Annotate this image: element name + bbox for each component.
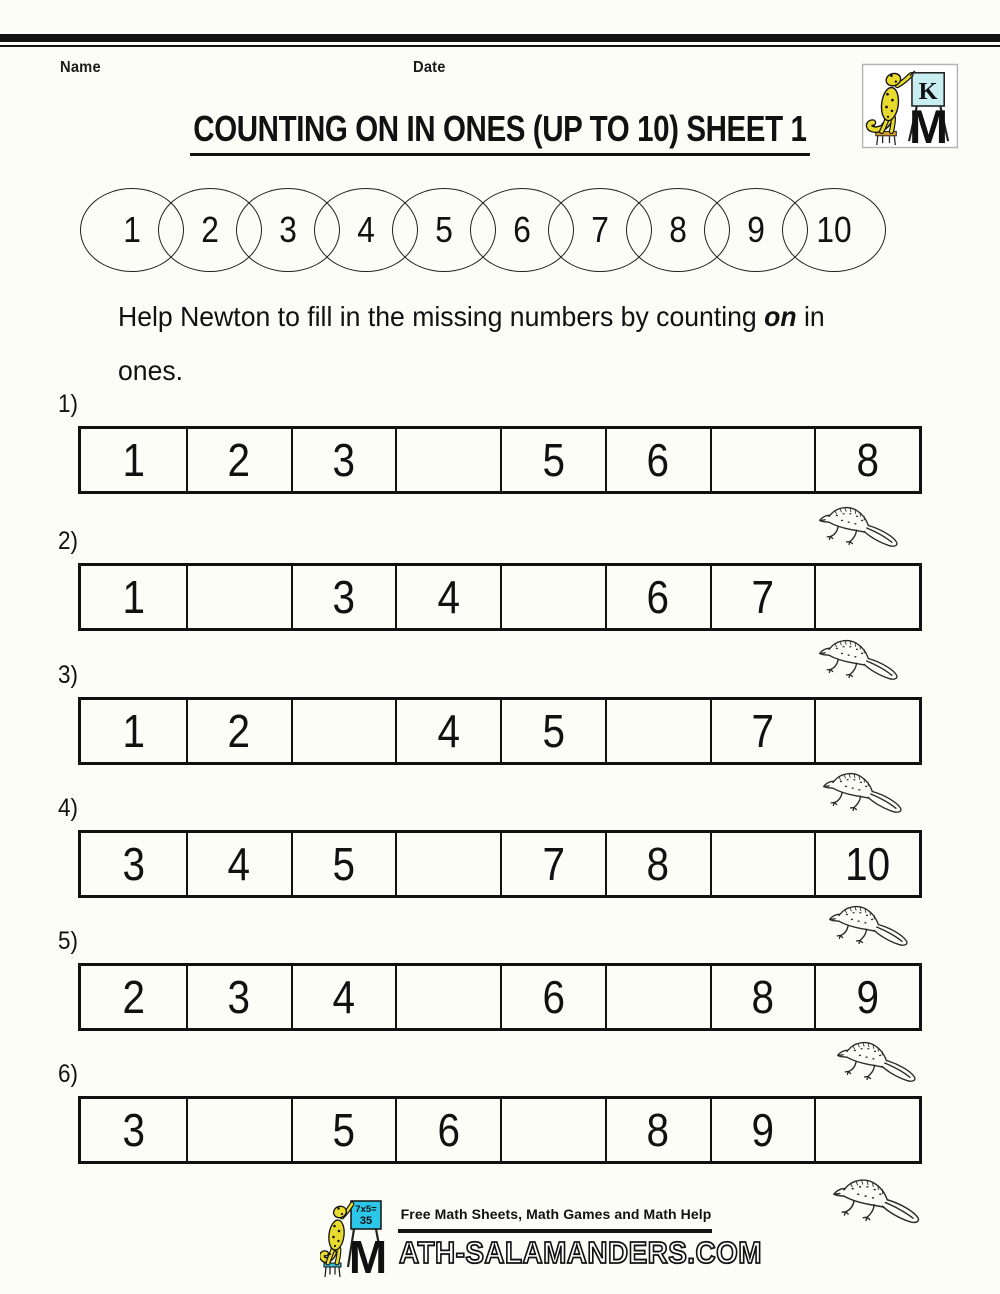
circle-number: 10 [816, 209, 852, 250]
number-strip-table [78, 1096, 922, 1164]
top-rule-thick [0, 34, 1000, 42]
cell-number: 3 [122, 1104, 145, 1156]
cell-number: 3 [332, 571, 356, 623]
answer-cell-blank [186, 566, 291, 628]
cell-number: 5 [332, 1104, 356, 1156]
answer-cell-blank [605, 700, 710, 762]
cell-number: 8 [751, 971, 775, 1023]
answer-cell [500, 429, 605, 491]
cell-number: 3 [227, 971, 251, 1023]
cell-number: 6 [437, 1104, 460, 1156]
answer-cell-blank [395, 966, 500, 1028]
problem-row-5 [58, 925, 924, 1031]
answer-cell [605, 429, 710, 491]
answer-cell [81, 833, 186, 895]
problem-number-label: 1) [58, 390, 79, 418]
answer-cell-blank [814, 1099, 919, 1161]
answer-cell [605, 833, 710, 895]
newt-icon [818, 630, 902, 682]
answer-cell [186, 700, 291, 762]
cell-number: 6 [646, 571, 670, 623]
answer-cell [814, 429, 919, 491]
answer-cell-blank [814, 566, 919, 628]
logo-letter-k: K [918, 78, 938, 106]
number-strip-table [78, 563, 922, 631]
cell-number: 7 [751, 705, 775, 757]
answer-cell-blank [814, 700, 919, 762]
name-label: Name [60, 59, 101, 76]
answer-cell-blank [710, 833, 815, 895]
answer-cell [291, 833, 396, 895]
cell-number: 5 [542, 434, 565, 486]
cell-number: 8 [856, 434, 879, 486]
circle-number: 2 [201, 209, 219, 250]
footer-tagline: Free Math Sheets, Math Games and Math Help [400, 1206, 712, 1222]
answer-cell [500, 833, 605, 895]
cell-number: 6 [542, 971, 565, 1023]
circle-number: 4 [357, 209, 375, 250]
footer-rule [398, 1229, 712, 1233]
cell-number: 9 [856, 971, 879, 1023]
answer-cell [291, 429, 396, 491]
cell-number: 4 [332, 971, 356, 1023]
number-strip-table [78, 697, 922, 765]
cell-number: 7 [751, 571, 775, 623]
number-strip-table [78, 426, 922, 494]
answer-cell-blank [500, 1099, 605, 1161]
answer-cell [605, 1099, 710, 1161]
answer-cell-blank [710, 429, 815, 491]
cell-number: 1 [122, 434, 145, 486]
problem-number-label: 3) [58, 661, 79, 689]
cell-number: 4 [437, 705, 460, 757]
answer-cell [81, 966, 186, 1028]
salamander-mascot-icon [322, 1204, 352, 1263]
newt-icon [836, 1032, 920, 1084]
instruction-pre: Help Newton to fill in the missing numbers by counting [118, 301, 765, 332]
answer-cell-blank [395, 429, 500, 491]
newt-icon [822, 763, 906, 815]
cell-number: 8 [646, 838, 670, 890]
board-equation: 7x5= [355, 1204, 377, 1215]
answer-cell-blank [500, 566, 605, 628]
newt-icon [832, 1168, 924, 1226]
instruction-post: in [796, 301, 825, 332]
board-answer: 35 [359, 1215, 373, 1227]
answer-cell [395, 566, 500, 628]
answer-cell [395, 1099, 500, 1161]
answer-cell [605, 566, 710, 628]
cell-number: 3 [122, 838, 145, 890]
answer-cell [81, 429, 186, 491]
problem-row-1 [58, 388, 924, 494]
answer-cell [710, 1099, 815, 1161]
circle-number: 3 [279, 209, 297, 250]
problem-number-label: 4) [58, 794, 79, 822]
problem-number-label: 6) [58, 1060, 79, 1088]
answer-cell-blank [395, 833, 500, 895]
problem-number-label: 5) [58, 927, 79, 955]
wordmark-big-m: M [348, 1231, 388, 1283]
logo-letter-m: M [909, 101, 949, 149]
answer-cell-blank [605, 966, 710, 1028]
circle-number: 1 [123, 209, 141, 250]
problem-number-label: 2) [58, 527, 79, 555]
answer-cell [710, 700, 815, 762]
answer-cell [500, 966, 605, 1028]
answer-cell [814, 966, 919, 1028]
answer-cell [291, 966, 396, 1028]
cell-number: 4 [227, 838, 251, 890]
problem-row-2 [58, 525, 924, 631]
cell-number: 5 [542, 705, 565, 757]
answer-cell [186, 966, 291, 1028]
circle-number: 8 [669, 209, 687, 250]
cell-number: 2 [227, 434, 251, 486]
cell-number: 2 [122, 971, 145, 1023]
newt-icon [818, 497, 902, 549]
problem-row-3 [58, 659, 924, 765]
circle-number: 9 [747, 209, 765, 250]
answer-cell-blank [186, 1099, 291, 1161]
cell-number: 8 [646, 1104, 670, 1156]
answer-cell [186, 429, 291, 491]
answer-cell [291, 1099, 396, 1161]
cell-number: 5 [332, 838, 356, 890]
instruction-emphasis: on [764, 301, 797, 332]
newt-icon [828, 896, 912, 948]
cell-number: 3 [332, 434, 356, 486]
answer-cell [500, 700, 605, 762]
problem-row-4 [58, 792, 924, 898]
instruction-text [118, 290, 897, 398]
circle-number: 5 [435, 209, 453, 250]
top-rule-thin [0, 45, 1000, 47]
answer-cell [395, 700, 500, 762]
number-circle [782, 188, 886, 272]
answer-cell [186, 833, 291, 895]
date-label: Date [413, 59, 446, 76]
title-row [0, 108, 1000, 156]
number-strip-table [78, 963, 922, 1031]
number-strip-table [78, 830, 922, 898]
cell-number: 2 [227, 705, 251, 757]
cell-number: 4 [437, 571, 460, 623]
cell-number: 9 [751, 1104, 775, 1156]
page-title: COUNTING ON IN ONES (UP TO 10) SHEET 1 [190, 108, 810, 156]
cell-number: 1 [122, 705, 145, 757]
instruction-line2: ones. [118, 355, 184, 386]
cell-number: 10 [845, 838, 891, 890]
footer-wordmark: ATH-SALAMANDERS.COM [399, 1235, 762, 1270]
answer-cell [291, 566, 396, 628]
cell-number: 1 [122, 571, 145, 623]
number-track [80, 188, 886, 272]
math-salamanders-footer-logo [320, 1197, 402, 1285]
answer-cell [81, 566, 186, 628]
answer-cell [710, 966, 815, 1028]
problem-row-6 [58, 1058, 924, 1164]
circle-number: 7 [591, 209, 609, 250]
answer-cell-blank [291, 700, 396, 762]
cell-number: 7 [542, 838, 565, 890]
answer-cell [81, 700, 186, 762]
answer-cell [710, 566, 815, 628]
answer-cell [814, 833, 919, 895]
cell-number: 6 [646, 434, 670, 486]
answer-cell [81, 1099, 186, 1161]
circle-number: 6 [513, 209, 531, 250]
